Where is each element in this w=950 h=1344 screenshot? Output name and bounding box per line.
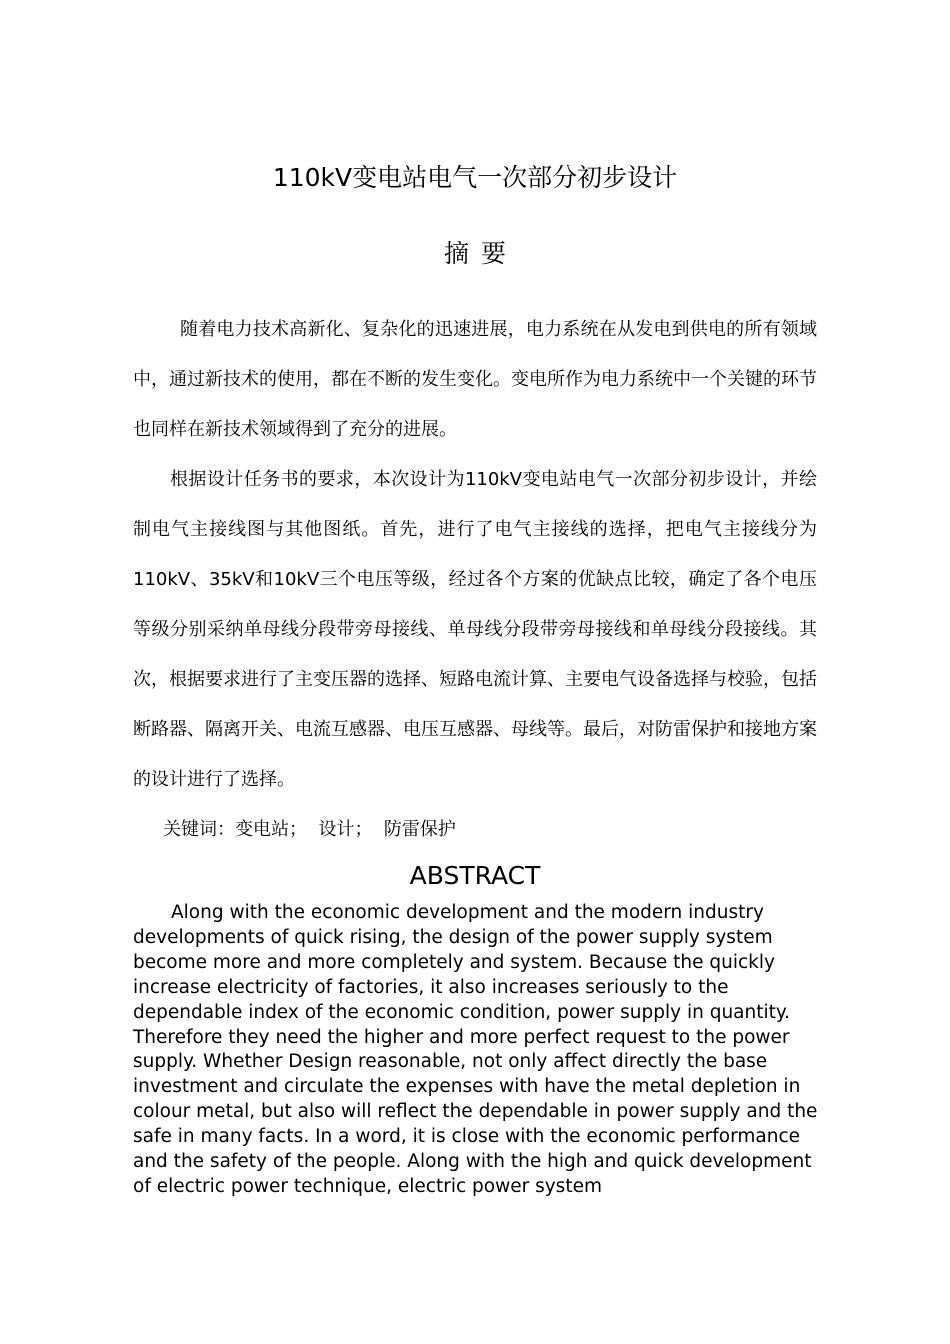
abstract-cn-paragraph-1: 随着电力技术高新化、复杂化的迅速进展，电力系统在从发电到供电的所有领域中，通过新技术的使用，都在不断的发生变化。变电所作为电力系统中一个关键的环节也同样在新技术领域得到了充分的进展。 bbox=[133, 319, 817, 440]
abstract-cn-paragraph-2: 根据设计任务书的要求，本次设计为110kV变电站电气一次部分初步设计，并绘制电气主接线图与其他图纸。首先，进行了电气主接线的选择，把电气主接线分为110kV、35kV和10kV三个电压等级，经过各个方案的优缺点比较，确定了各个电压等级分别采纳单母线分段带旁母接线、单母线分段带旁母接线和单母线分段接线。其次，根据要求进行了主变压器的选择、短路电流计算、主要电气设备选择与校验，包括断路器、隔离开关、电流互感器、电压互感器、母线等。最后，对防雷保护和接地方案的设计进行了选择。 bbox=[133, 469, 817, 790]
keyword-2: 设计； bbox=[318, 819, 373, 840]
abstract-cn-body bbox=[133, 305, 817, 855]
document-title: 110kV变电站电气一次部分初步设计 bbox=[272, 163, 678, 192]
abstract-en-paragraph: Along with the economic development and the modern industry developments of quick rising, the design of the power supply system become more and more completely and system. Because the quickly increase electricity of factories, it also increases seriously to the dependable index of the economic condition, power supply in quantity. Therefore they need the higher and more perfect request to the power supply. Whether Design reasonable, not only affect directly the base investment and circulate the expenses with have the metal depletion in colour metal, but also will reflect the dependable in power supply and the safe in many facts. In a word, it is close with the economic performance and the safety of the people. Along with the high and quick development of electric power technique, electric power system bbox=[133, 902, 818, 1197]
keyword-1: 变电站； bbox=[235, 819, 307, 840]
abstract-en-heading: ABSTRACT bbox=[409, 861, 541, 890]
abstract-cn-heading: 摘要 bbox=[443, 239, 518, 268]
keywords-line bbox=[133, 805, 817, 855]
keyword-3: 防雷保护 bbox=[383, 819, 456, 840]
keywords-label: 关键词： bbox=[163, 819, 235, 840]
